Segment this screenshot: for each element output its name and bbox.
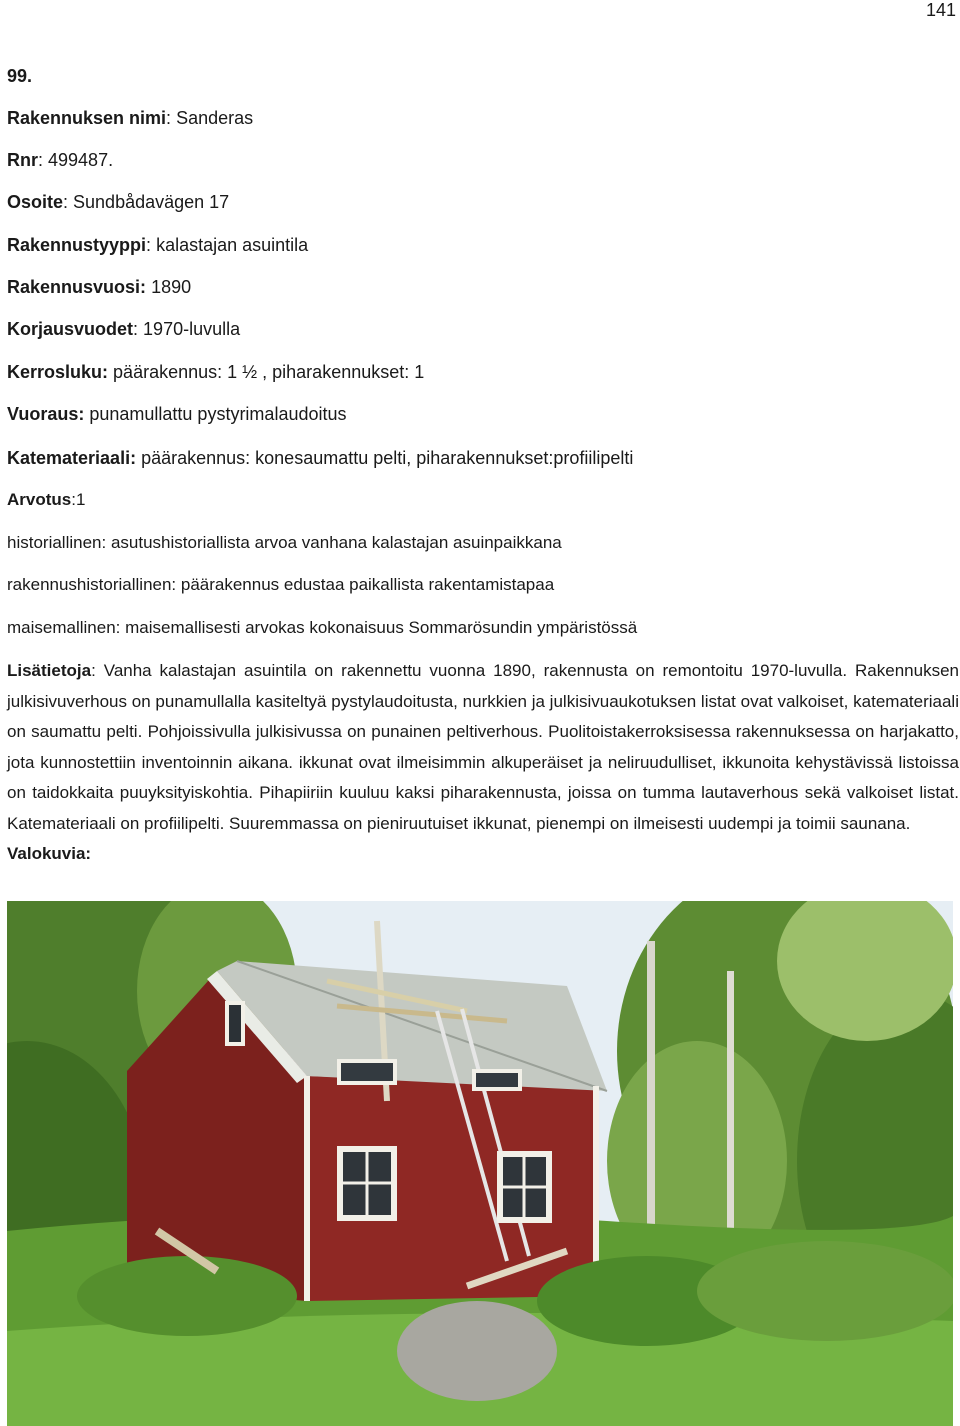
additional-info-label: Lisätietoja <box>7 661 92 680</box>
photos-heading: Valokuvia: <box>7 844 92 863</box>
field-label: Katemateriaali: <box>7 448 137 468</box>
field-value: Sanderas <box>176 108 254 128</box>
building-photo <box>7 901 953 1426</box>
house-illustration <box>7 901 953 1426</box>
field-label: Korjausvuodet <box>7 319 134 339</box>
field-address <box>7 192 229 213</box>
field-sep: : <box>38 150 49 170</box>
rock <box>397 1301 557 1401</box>
bush <box>77 1256 297 1336</box>
field-label: Rakennustyyppi <box>7 235 147 255</box>
field-name <box>7 108 253 129</box>
field-floors <box>7 362 424 383</box>
field-sep: : <box>133 319 144 339</box>
field-cladding <box>7 404 347 425</box>
field-sep: : <box>146 235 157 255</box>
arvotus-label: Arvotus <box>7 490 72 509</box>
field-value: päärakennus: konesaumattu pelti, piharakennukset:profiilipelti <box>141 448 634 468</box>
arvotus-line <box>7 490 85 510</box>
field-label: Osoite <box>7 192 64 212</box>
field-label: Kerrosluku: <box>7 362 109 382</box>
field-roof-material <box>7 448 633 469</box>
field-value: päärakennus: 1 ½ , piharakennukset: 1 <box>113 362 425 382</box>
additional-info-text: : Vanha kalastajan asuintila on rakennettu vuonna 1890, rakennusta on remontoitu 1970-luvulla. Rakennuksen julkisivuverhous on punamullalla kasiteltyä pystylaudoitusta, nurkkien ja julkisivuaukotuksen listat ovat valkoiset, katemateriaali on saumattu pelti. Pohjoissivulla julkisivussa on punainen peltiverhous. Puolitoistakerroksisessa rakennuksessa on harjakatto, jota kunnostettiin inventoinnin aikana. ikkunat ovat ilmeisimmin alkuperäiset ja neliruudulliset, ikkunoita kehystävissä listoissa on taidokkaita puuyksityiskohtia. Pihapiiriin kuuluu kaksi piharakennusta, joissa on tumma lautaverhous sekä valkoiset listat. Katemateriaali on profiilipelti. Suuremmassa on pieniruutuiset ikkunat, pienempi on ilmeisesti uudempi ja toimii saunana. <box>7 661 959 833</box>
value-landscape: maisemallinen: maisemallisesti arvokas kokonaisuus Sommarösundin ympäristössä <box>7 618 638 637</box>
field-sep: : <box>63 192 74 212</box>
field-repair-years <box>7 319 240 340</box>
field-rnr <box>7 150 113 171</box>
field-value: 1890 <box>151 277 192 297</box>
field-value: 499487. <box>48 150 114 170</box>
field-value: 1970-luvulla <box>143 319 241 339</box>
value-architectural: rakennushistoriallinen: päärakennus edustaa paikallista rakentamistapaa <box>7 575 555 594</box>
arvotus-value: :1 <box>71 490 86 509</box>
field-build-year <box>7 277 191 298</box>
field-building-type <box>7 235 308 256</box>
field-sep: : <box>166 108 177 128</box>
field-label: Vuoraus: <box>7 404 85 424</box>
page-number: 141 <box>925 0 956 20</box>
entry-number: 99. <box>7 66 33 86</box>
field-value: punamullattu pystyrimalaudoitus <box>89 404 347 424</box>
field-label: Rakennusvuosi: <box>7 277 147 297</box>
field-value: Sundbådavägen 17 <box>73 192 230 212</box>
additional-info <box>7 656 959 870</box>
field-label: Rakennuksen nimi <box>7 108 167 128</box>
field-value: kalastajan asuintila <box>156 235 309 255</box>
bush <box>697 1241 953 1341</box>
value-historical: historiallinen: asutushistoriallista arvoa vanhana kalastajan asuinpaikkana <box>7 533 562 552</box>
field-label: Rnr <box>7 150 38 170</box>
